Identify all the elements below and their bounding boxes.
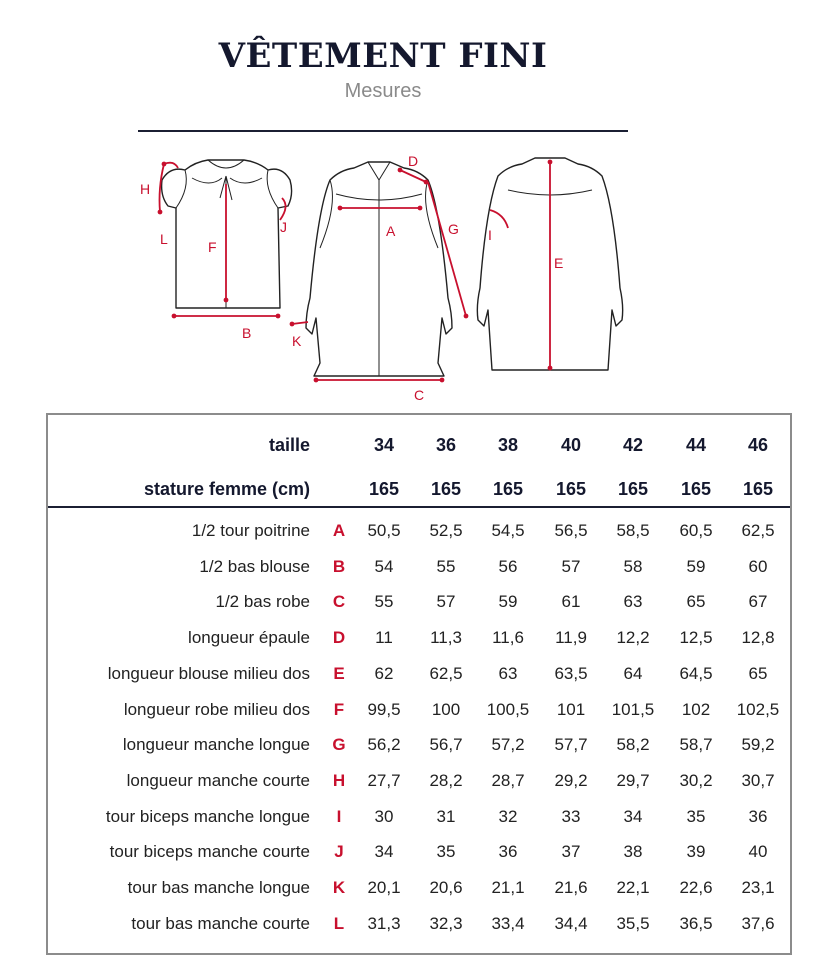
height-label: stature femme (cm) [143, 479, 310, 499]
measurement-value: 61 [561, 592, 581, 612]
measurement-value: 22,6 [679, 878, 713, 897]
page-title: VÊTEMENT FINI [218, 36, 548, 76]
measurement-value: 33 [561, 806, 581, 826]
height-cell: 165 [492, 479, 524, 499]
measurement-value: 28,2 [429, 770, 463, 790]
letter-C: C [414, 387, 425, 403]
measurement-value: 99,5 [367, 699, 401, 719]
measurement-value: 57 [436, 592, 456, 612]
measurement-label: longueur manche courte [126, 770, 310, 790]
size-cell: 34 [373, 435, 395, 455]
table-row [48, 834, 790, 870]
measurement-value: 63 [623, 592, 643, 612]
measurement-value: 57 [561, 556, 581, 576]
measurement-value: 36 [748, 806, 768, 826]
measurement-value: 29,7 [616, 770, 650, 790]
measurement-value: 57,7 [554, 735, 588, 755]
size-cell: 42 [622, 435, 644, 455]
measurement-value: 64 [623, 663, 643, 683]
height-header-row [48, 471, 790, 507]
measurement-value: 21,6 [554, 878, 588, 897]
measurement-label: tour biceps manche courte [109, 842, 310, 862]
letter-A: A [386, 223, 396, 239]
page-subtitle: Mesures [344, 80, 422, 102]
measurement-value: 101,5 [611, 699, 655, 719]
letter-H: H [140, 181, 151, 197]
measurement-value: 56,7 [429, 735, 463, 755]
measurement-label: longueur blouse milieu dos [107, 663, 310, 683]
measurement-value: 35 [686, 806, 706, 826]
measurement-value: 35 [436, 842, 456, 862]
title-divider [138, 130, 628, 132]
measurement-value: 63 [498, 663, 518, 683]
measurement-value: 31,3 [367, 913, 401, 933]
table-row [48, 870, 790, 906]
measurement-value: 33,4 [491, 913, 525, 933]
measurement-value: 30,2 [679, 770, 713, 790]
letter-I: I [488, 227, 492, 243]
measurement-value: 20,1 [367, 878, 401, 897]
measurement-value: 63,5 [554, 663, 588, 683]
measurement-value: 59 [498, 592, 518, 612]
measurement-value: 21,1 [491, 878, 525, 897]
measurement-value: 29,2 [554, 770, 588, 790]
height-cell: 165 [555, 479, 587, 499]
measurement-value: 58,7 [679, 735, 713, 755]
size-cell: 46 [747, 435, 769, 455]
measurement-value: 30,7 [741, 770, 775, 790]
measurement-value: 54,5 [491, 521, 525, 540]
letter-G: G [448, 221, 459, 237]
measurement-value: 37,6 [741, 913, 775, 933]
size-header-row [48, 427, 790, 463]
measurement-code: H [332, 770, 346, 790]
measurement-value: 35,5 [616, 913, 650, 933]
table-header-divider [48, 506, 790, 508]
measurement-value: 62,5 [429, 663, 463, 683]
measurement-value: 30 [374, 806, 394, 826]
letter-D: D [408, 153, 419, 169]
measurement-label: tour bas manche courte [131, 913, 310, 933]
measurement-value: 50,5 [367, 521, 401, 540]
measurement-value: 58,2 [616, 735, 650, 755]
measurement-value: 55 [436, 556, 456, 576]
size-label: taille [268, 435, 310, 455]
table-row [48, 727, 790, 763]
measurement-value: 40 [748, 842, 768, 862]
height-cell: 165 [680, 479, 712, 499]
measurement-code: F [333, 699, 345, 719]
measurement-code: C [332, 592, 346, 612]
measurement-value: 62 [374, 663, 394, 683]
measurement-value: 52,5 [429, 521, 463, 540]
table-row [48, 799, 790, 835]
size-cell: 40 [560, 435, 582, 455]
measurement-value: 65 [748, 663, 768, 683]
measurement-code: D [332, 628, 346, 648]
measurement-value: 57,2 [491, 735, 525, 755]
table-row [48, 584, 790, 620]
measurement-value: 12,5 [679, 628, 713, 648]
letter-F: F [208, 239, 217, 255]
measurement-label: longueur manche longue [122, 735, 310, 755]
measurement-value: 102,5 [736, 699, 780, 719]
measurement-value: 59 [686, 556, 706, 576]
measurement-value: 60,5 [679, 521, 713, 540]
measurement-value: 55 [374, 592, 394, 612]
measurement-value: 37 [561, 842, 581, 862]
measurement-code: J [334, 842, 344, 862]
measurement-value: 31 [436, 806, 456, 826]
measurement-value: 59,2 [741, 735, 775, 755]
measurement-value: 11,3 [430, 628, 462, 648]
measurements-table [46, 413, 792, 955]
measurement-value: 56 [498, 556, 518, 576]
table-row [48, 692, 790, 728]
measurement-label: 1/2 tour poitrine [191, 521, 310, 540]
measurement-code: A [332, 521, 346, 540]
letter-J: J [280, 219, 287, 235]
measurement-code: K [332, 878, 346, 897]
height-cell: 165 [368, 479, 400, 499]
measurement-value: 64,5 [679, 663, 713, 683]
letter-L: L [160, 231, 168, 247]
size-cell: 36 [435, 435, 457, 455]
measurement-label: tour bas manche longue [127, 878, 310, 897]
measurement-value: 22,1 [616, 878, 650, 897]
measurement-code: I [336, 806, 342, 826]
measurement-value: 11,9 [555, 628, 587, 648]
measurement-label: 1/2 bas blouse [199, 556, 310, 576]
measurement-code: E [333, 663, 345, 683]
table-row [48, 906, 790, 942]
measurement-value: 56,5 [554, 521, 588, 540]
measurement-value: 32,3 [429, 913, 463, 933]
table-row [48, 513, 790, 549]
table-row [48, 763, 790, 799]
height-cell: 165 [617, 479, 649, 499]
measurement-value: 101 [556, 699, 586, 719]
measurement-value: 12,8 [741, 628, 775, 648]
measurement-value: 34 [623, 806, 643, 826]
measurement-value: 58,5 [616, 521, 650, 540]
height-cell: 165 [430, 479, 462, 499]
letter-E: E [554, 255, 564, 271]
measurement-value: 11 [375, 628, 393, 648]
measurement-value: 56,2 [367, 735, 401, 755]
measurement-value: 34,4 [554, 913, 588, 933]
measurement-value: 23,1 [741, 878, 775, 897]
measurement-label: longueur épaule [188, 628, 310, 648]
height-cell: 165 [742, 479, 774, 499]
measurement-value: 20,6 [429, 878, 463, 897]
measurement-value: 100 [431, 699, 461, 719]
measurement-value: 36,5 [679, 913, 713, 933]
measurement-value: 58 [623, 556, 643, 576]
table-row [48, 656, 790, 692]
measurement-code: G [332, 735, 346, 755]
measurement-value: 100,5 [486, 699, 530, 719]
size-cell: 44 [685, 435, 707, 455]
measurement-value: 60 [748, 556, 768, 576]
measurement-label: 1/2 bas robe [215, 592, 310, 612]
measurement-code: B [332, 556, 346, 576]
letter-B: B [242, 325, 252, 341]
table-row [48, 549, 790, 585]
measurement-value: 39 [686, 842, 706, 862]
measurement-value: 102 [681, 699, 711, 719]
measurement-value: 28,7 [491, 770, 525, 790]
measurement-value: 34 [374, 842, 394, 862]
measurement-value: 11,6 [492, 628, 524, 648]
measurement-label: tour biceps manche longue [105, 806, 310, 826]
measurement-code: L [333, 913, 345, 933]
measurement-value: 12,2 [616, 628, 650, 648]
size-cell: 38 [497, 435, 519, 455]
table-row [48, 620, 790, 656]
measurement-label: longueur robe milieu dos [123, 699, 310, 719]
measurement-value: 36 [498, 842, 518, 862]
garment-illustration [130, 148, 630, 410]
dress-front-drawing [306, 162, 452, 376]
measurement-value: 67 [748, 592, 768, 612]
letter-K: K [292, 333, 302, 349]
measurement-value: 38 [623, 842, 643, 862]
measurement-value: 65 [686, 592, 706, 612]
measurement-value: 32 [498, 806, 518, 826]
measurement-value: 54 [374, 556, 394, 576]
measurement-value: 27,7 [367, 770, 401, 790]
measurement-value: 62,5 [741, 521, 775, 540]
